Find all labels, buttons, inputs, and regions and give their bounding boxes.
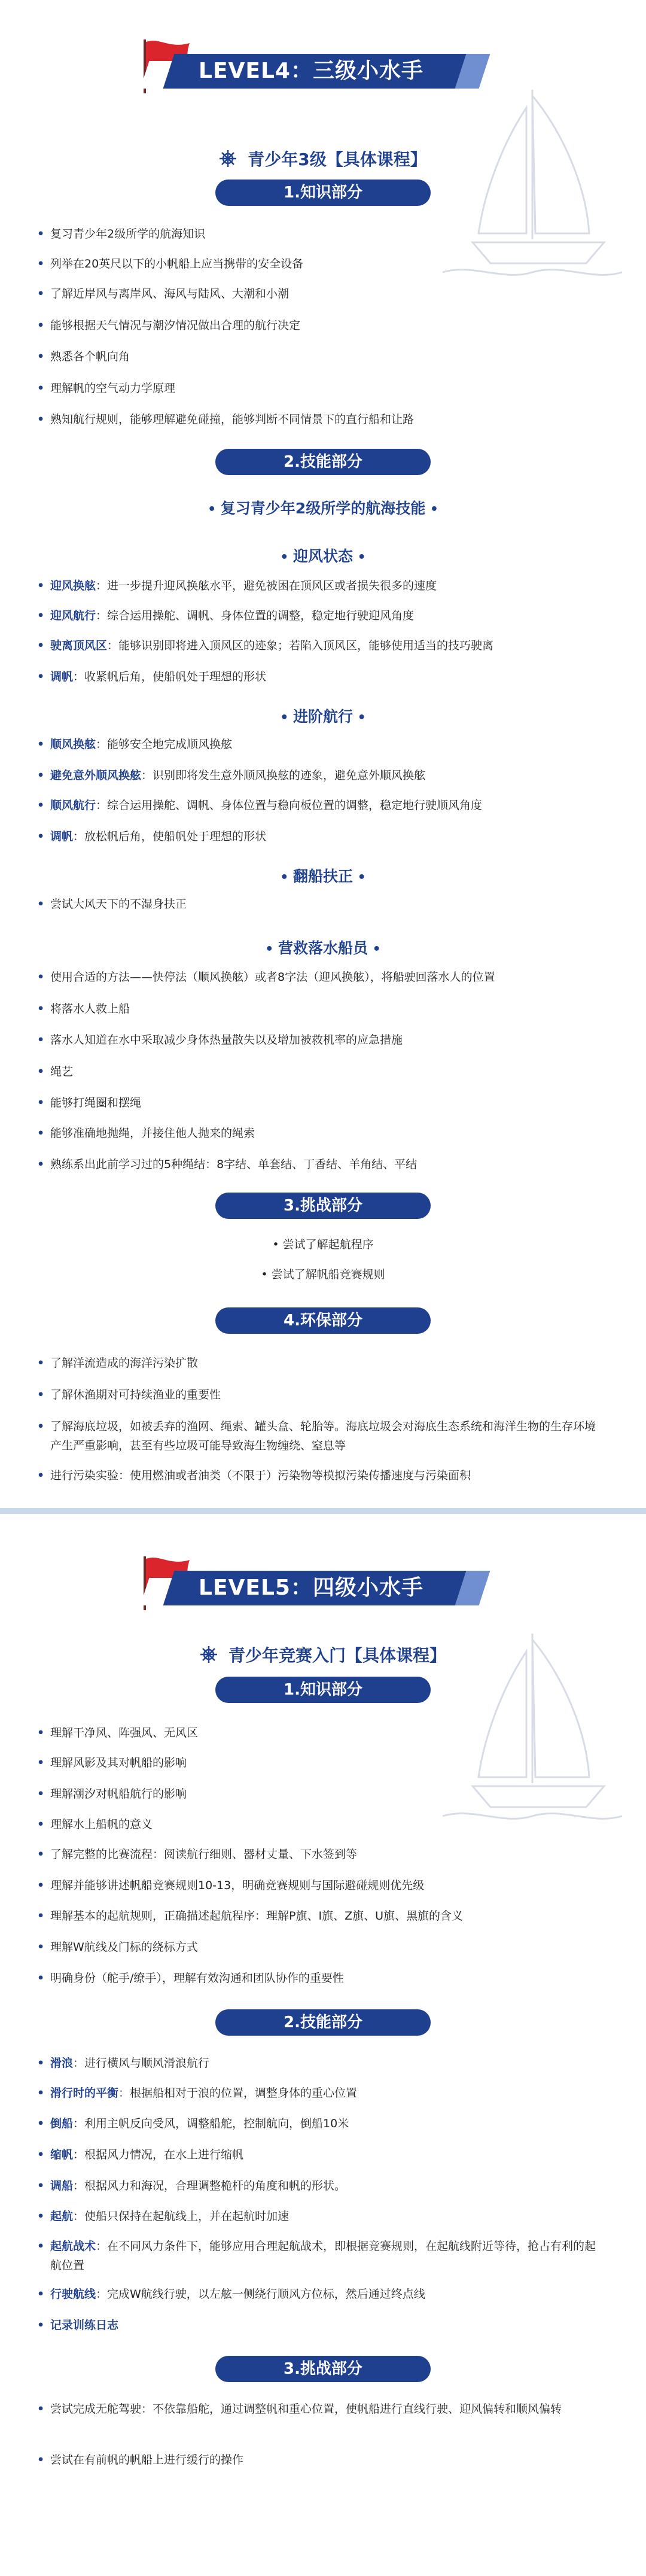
list-item: • 理解潮汐对帆船航行的影响 — [37, 1787, 187, 1801]
level4-banner — [133, 48, 504, 93]
list-item: • 列举在20英尺以下的小帆船上应当携带的安全设备 — [37, 257, 304, 270]
list-item: • 能够准确地抛绳，并接住他人抛来的绳索 — [37, 1127, 255, 1140]
ship-wheel-icon — [200, 1646, 218, 1665]
list-item: • 滑行时的平衡：根据船相对于浪的位置，调整身体的重心位置 — [37, 2087, 358, 2100]
list-item: • 了解洋流造成的海洋污染扩散 — [37, 1357, 199, 1370]
list-item: • 使用合适的方法——快停法（顺风换舷）或者8字法（迎风换舷），将船驶回落水人的位置 — [37, 971, 495, 984]
list-item: • 顺风航行：综合运用操舵、调帆、身体位置与稳向板位置的调整，稳定地行驶顺风角度 — [37, 799, 483, 812]
list-item: • 绳艺 — [37, 1065, 74, 1078]
list-item: • 尝试大风天下的不湿身扶正 — [37, 898, 187, 911]
list-item: • 落水人知道在水中采取减少身体热量散失以及增加被救机率的应急措施 — [37, 1033, 403, 1047]
list-item: • 记录训练日志 — [37, 2319, 119, 2332]
list-item: • 复习青少年2级所学的航海知识 — [37, 227, 206, 241]
ship-wheel-icon — [219, 150, 237, 169]
list-item: • 调帆：收紧帆后角，使船帆处于理想的形状 — [37, 670, 267, 683]
list-item: • 行驶航线：完成W航线行驶，以左舷一侧绕行顺风方位标，然后通过终点线 — [37, 2288, 425, 2301]
level5-knowledge-title: 1.知识部分 — [215, 1677, 431, 1703]
list-item: • 调船：根据风力和海况，合理调整桅杆的角度和帆的形状。 — [37, 2179, 346, 2192]
list-item: • 了解海底垃圾，如被丢弃的渔网、绳索、罐头盒、轮胎等。海底垃圾会对海底生态系统和海洋生物的生存环境产生严重影响，甚至有些垃圾可能导致海生物缠绕、窒息等 — [37, 1420, 596, 1452]
level5-challenge-title: 3.挑战部分 — [215, 2356, 431, 2382]
level5-skills-title: 2.技能部分 — [215, 2009, 431, 2036]
level4-skills-title: 2.技能部分 — [215, 449, 431, 475]
list-item: • 起航：使船只保持在起航线上，并在起航时加速 — [37, 2210, 290, 2223]
list-item: • 驶离顶风区：能够识别即将进入顶风区的迹象；若陷入顶风区，能够使用适当的技巧驶离 — [37, 639, 494, 652]
list-item: • 迎风换舷：进一步提升迎风换舷水平，避免被困在顶风区或者损失很多的速度 — [37, 579, 437, 592]
list-item: • 将落水人救上船 — [37, 1002, 130, 1015]
list-item: • 熟知航行规则，能够理解避免碰撞，能够判断不同情景下的直行船和让路 — [37, 413, 415, 426]
level4-environment-title: 4.环保部分 — [215, 1307, 431, 1334]
list-item: • 理解帆的空气动力学原理 — [37, 382, 176, 395]
level5-course-title: 青少年竞赛入门【具体课程】 — [0, 1643, 646, 1666]
sailboat-watermark-icon — [437, 84, 628, 281]
group-title-capsize: • 翻船扶正 • — [280, 868, 366, 885]
level4-course-title: 青少年3级【具体课程】 — [0, 147, 646, 171]
group-title-upwind: • 迎风状态 • — [280, 548, 366, 565]
level4-skills-intro: • 复习青少年2级所学的航海技能 • — [208, 500, 438, 517]
list-item: • 了解完整的比赛流程：阅读航行细则、器材丈量、下水签到等 — [37, 1848, 358, 1861]
list-item: • 理解风影及其对帆船的影响 — [37, 1756, 187, 1769]
list-item: • 尝试了解帆船竞赛规则 — [261, 1268, 385, 1281]
list-item: • 明确身份（舵手/缭手），理解有效沟通和团队协作的重要性 — [37, 1972, 344, 1985]
list-item: • 了解休渔期对可持续渔业的重要性 — [37, 1388, 221, 1401]
list-item: • 迎风航行：综合运用操舵、调帆、身体位置的调整，稳定地行驶迎风角度 — [37, 609, 415, 622]
list-item: • 理解W航线及门标的绕标方式 — [37, 1941, 198, 1954]
list-item: • 理解干净风、阵强风、无风区 — [37, 1726, 199, 1739]
list-item: • 理解水上船帆的意义 — [37, 1818, 153, 1831]
list-item: • 滑浪：进行横风与顺风滑浪航行 — [37, 2057, 210, 2070]
list-item: • 调帆：放松帆后角，使船帆处于理想的形状 — [37, 830, 267, 843]
level4-knowledge-title: 1.知识部分 — [215, 180, 431, 206]
group-title-advanced: • 进阶航行 • — [280, 708, 366, 725]
list-item: • 能够打绳圈和摆绳 — [37, 1096, 142, 1109]
section-divider — [0, 1508, 646, 1514]
level5-banner — [133, 1565, 504, 1610]
list-item: • 缩帆：根据风力情况，在水上进行缩帆 — [37, 2148, 244, 2161]
list-item: • 顺风换舷：能够安全地完成顺风换舷 — [37, 738, 233, 751]
list-item: • 了解近岸风与离岸风、海风与陆风、大潮和小潮 — [37, 287, 290, 300]
list-item: • 熟练系出此前学习过的5种绳结：8字结、单套结、丁香结、羊角结、平结 — [37, 1158, 418, 1171]
list-item: • 尝试完成无舵驾驶：不依靠船舵，通过调整帆和重心位置，使帆船进行直线行驶、迎风偏转和顺风偏转 — [37, 2402, 562, 2416]
list-item: • 理解基本的起航规则，正确描述起航程序：理解P旗、I旗、Z旗、U旗、黑旗的含义 — [37, 1909, 463, 1923]
list-item: • 尝试了解起航程序 — [272, 1238, 374, 1251]
list-item: • 避免意外顺风换舷：识别即将发生意外顺风换舷的迹象，避免意外顺风换舷 — [37, 769, 426, 782]
list-item: • 起航战术：在不同风力条件下，能够应用合理起航战术，即根据竞赛规则，在起航线附近等待，抢占有利的起航位置 — [37, 2240, 596, 2272]
group-title-rescue: • 营救落水船员 • — [265, 939, 381, 957]
list-item: • 熟悉各个帆向角 — [37, 350, 130, 363]
level4-title: LEVEL4：三级小水手 — [199, 59, 423, 83]
list-item: • 进行污染实验：使用燃油或者油类（不限于）污染物等模拟污染传播速度与污染面积 — [37, 1469, 471, 1482]
list-item: • 尝试在有前帆的帆船上进行缓行的操作 — [37, 2453, 244, 2466]
level5-title: LEVEL5：四级小水手 — [199, 1576, 423, 1600]
level4-challenge-title: 3.挑战部分 — [215, 1193, 431, 1219]
list-item: • 能够根据天气情况与潮汐情况做出合理的航行决定 — [37, 319, 301, 332]
list-item: • 理解并能够讲述帆船竞赛规则10-13，明确竞赛规则与国际避碰规则优先级 — [37, 1879, 425, 1892]
list-item: • 倒船：利用主帆反向受风，调整船舵，控制航向，倒船10米 — [37, 2117, 349, 2130]
